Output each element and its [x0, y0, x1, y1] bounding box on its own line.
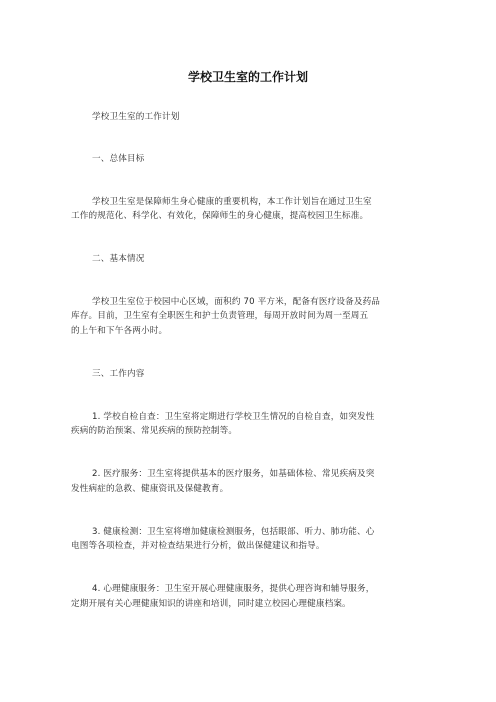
- list-item-line: 2. 医疗服务：卫生室将提供基本的医疗服务，如基础体检、常见疾病及突: [92, 469, 375, 479]
- list-item-line: 4. 心理健康服务：卫生室开展心理健康服务，提供心理咨询和辅导服务，: [92, 584, 375, 594]
- section-heading-basic: 二、基本情况: [92, 254, 145, 264]
- list-item-line: 1. 学校自检自查：卫生室将定期进行学校卫生情况的自检自查，如突发性: [92, 412, 375, 422]
- list-item-line: 疾病的防治预案、常见疾病的预防控制等。: [71, 426, 238, 436]
- paragraph-line: 工作的规范化、科学化、有效化，保障师生的身心健康，提高校园卫生标准。: [71, 211, 369, 221]
- paragraph-line: 库存。目前，卫生室有全职医生和护士负责管理，每周开放时间为周一至周五: [71, 311, 369, 321]
- paragraph-line: 的上午和下午各两小时。: [71, 326, 168, 336]
- paragraph-line: 学校卫生室位于校园中心区域，面积约 70 平方米，配备有医疗设备及药品: [92, 297, 381, 307]
- list-item-line: 定期开展有关心理健康知识的讲座和培训，同时建立校园心理健康档案。: [71, 599, 351, 609]
- list-item-line: 3. 健康检测：卫生室将增加健康检测服务，包括眼部、听力、肺功能、心: [92, 527, 375, 537]
- paragraph-line: 学校卫生室是保障师生身心健康的重要机构，本工作计划旨在通过卫生室: [92, 197, 372, 207]
- section-heading-goal: 一、总体目标: [92, 154, 145, 164]
- document-title: 学校卫生室的工作计划: [187, 70, 308, 84]
- list-item-line: 电图等各项检查，并对检查结果进行分析，做出保健建议和指导。: [71, 541, 325, 551]
- section-heading-work: 三、工作内容: [92, 369, 145, 379]
- list-item-line: 发性病症的急救、健康资讯及保健教育。: [71, 484, 229, 494]
- document-subtitle: 学校卫生室的工作计划: [92, 112, 180, 122]
